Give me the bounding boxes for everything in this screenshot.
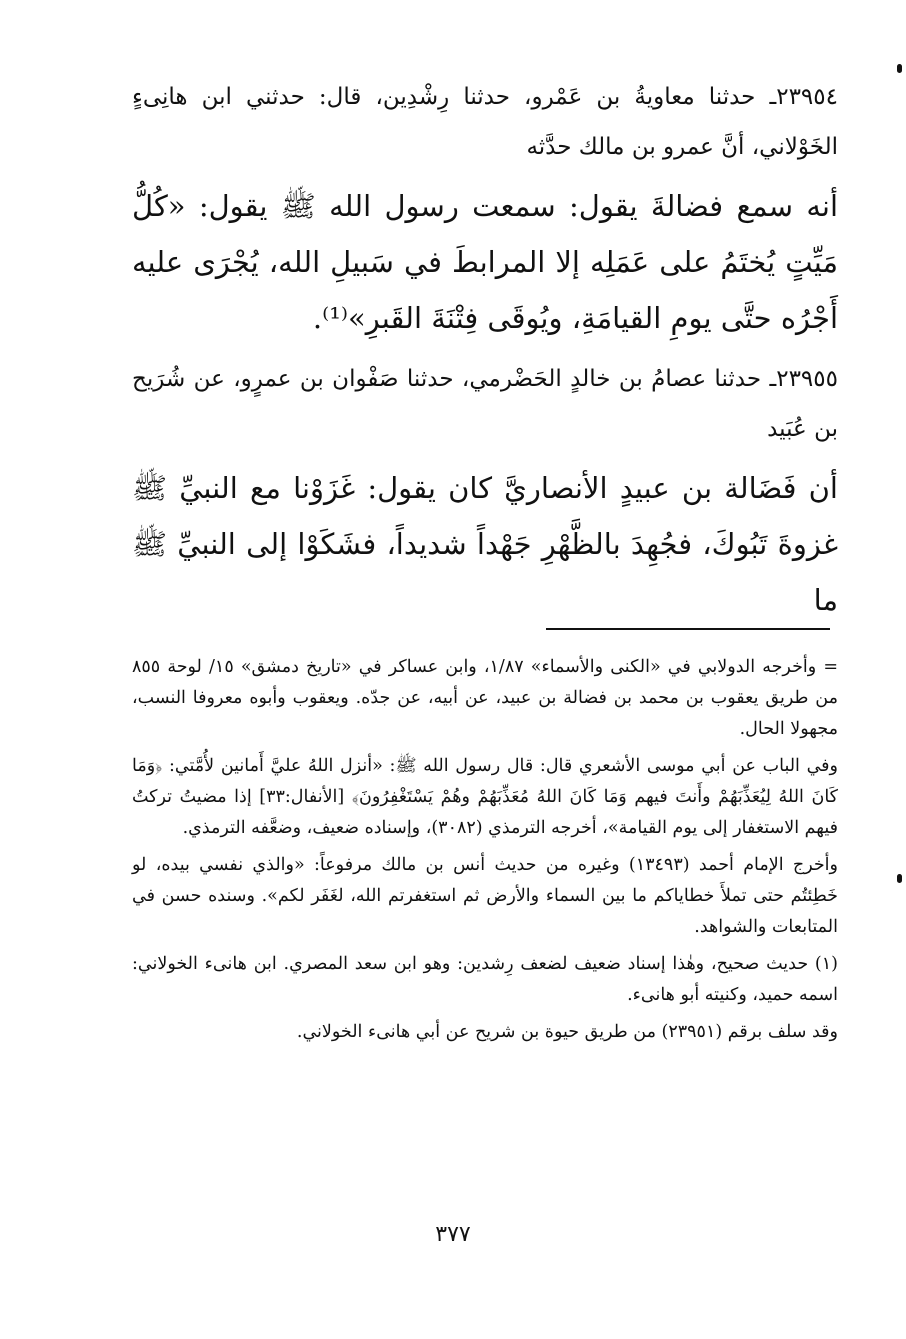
margin-mark-top [897, 64, 902, 73]
footnote-abu-musa: وفي الباب عن أبي موسى الأشعري قال: قال رسول الله ﷺ: «أنزل اللهُ عليَّ أَمانين لأُمَّتي: ﴿وَمَا كَانَ اللهُ لِيُعَذِّبَهُمْ وأَنتَ فيهم وَمَا كَانَ اللهُ مُعَذِّبَهُمْ وهُمْ يَسْتَغْفِرُونَ﴾ [الأنفال:٣٣] إذا مضيتُ تركتُ فيهم الاستغفار إلى يوم القيامة»، أخرجه الترمذي (٣٠٨٢)، وإسناده ضعيف، وضعَّفه الترمذي. [132, 756, 838, 838]
margin-mark-middle [897, 874, 902, 883]
footnote-1: (١) حديث صحيح، وهٰذا إسناد ضعيف لضعف رِشدين: وهو ابن سعد المصري. ابن هانىء الخولاني: اسمه حميد، وكنيته أبو هانىء. [132, 954, 838, 1005]
hadith-23955-chain: ٢٣٩٥٥ـ حدثنا عصامُ بن خالدٍ الحَضْرمي، حدثنا صَفْوان بن عمرٍو، عن شُرَيح بن عُبَيد [132, 366, 838, 442]
footnote-anas: وأخرج الإمام أحمد (١٣٤٩٣) وغيره من حديث أنس بن مالك مرفوعاً: «والذي نفسي بيده، لو خَطِئتُم حتى تملأَ خطاياكم ما بين السماء والأرض ثم استغفرتم الله، لغَفَر لكم». وسنده حسن في المتابعات والشواهد. [132, 855, 838, 937]
hadith-23954-chain: ٢٣٩٥٤ـ حدثنا معاويةُ بن عَمْرو، حدثنا رِشْدِين، قال: حدثني ابن هانِىءٍ الخَوْلاني، أنَّ عمرو بن مالك حدَّثه [132, 84, 838, 160]
footnote-cross-reference: وقد سلف برقم (٢٣٩٥١) من طريق حيوة بن شريح عن أبي هانىء الخولاني. [296, 1022, 838, 1042]
footnote-separator [546, 628, 830, 630]
hadith-23955-text: أن فَضَالة بن عبيدٍ الأنصاريَّ كان يقول: غَزَوْنا مع النبيِّ ﷺ غزوةَ تَبُوكَ، فجُهِدَ بالظَّهْرِ جَهْداً شديداً، فشَكَوْا إلى النبيِّ ﷺ ما [132, 471, 838, 617]
page-number: ٣٧٧ [435, 1222, 471, 1247]
main-text [132, 72, 838, 636]
footnotes [132, 652, 838, 1054]
hadith-23954-text: أنه سمع فضالةَ يقول: سمعت رسول الله ﷺ يقول: «كُلُّ مَيِّتٍ يُختَمُ على عَمَلِه إلا المرابطَ في سَبيلِ الله، يُجْرَى عليه أَجْرُه حتَّى يومِ القيامَةِ، ويُوقَى فِتْنَةَ القَبرِ»⁽¹⁾. [132, 189, 838, 335]
footnote-continuation: = وأخرجه الدولابي في «الكنى والأسماء» ١/٨٧، وابن عساكر في «تاريخ دمشق» ١٥/ لوحة ٨٥٥ من طريق يعقوب بن محمد بن فضالة بن عبيد، عن أبيه، عن جدّه. ويعقوب وأبوه معروفا النسب، مجهولا الحال. [132, 657, 838, 739]
